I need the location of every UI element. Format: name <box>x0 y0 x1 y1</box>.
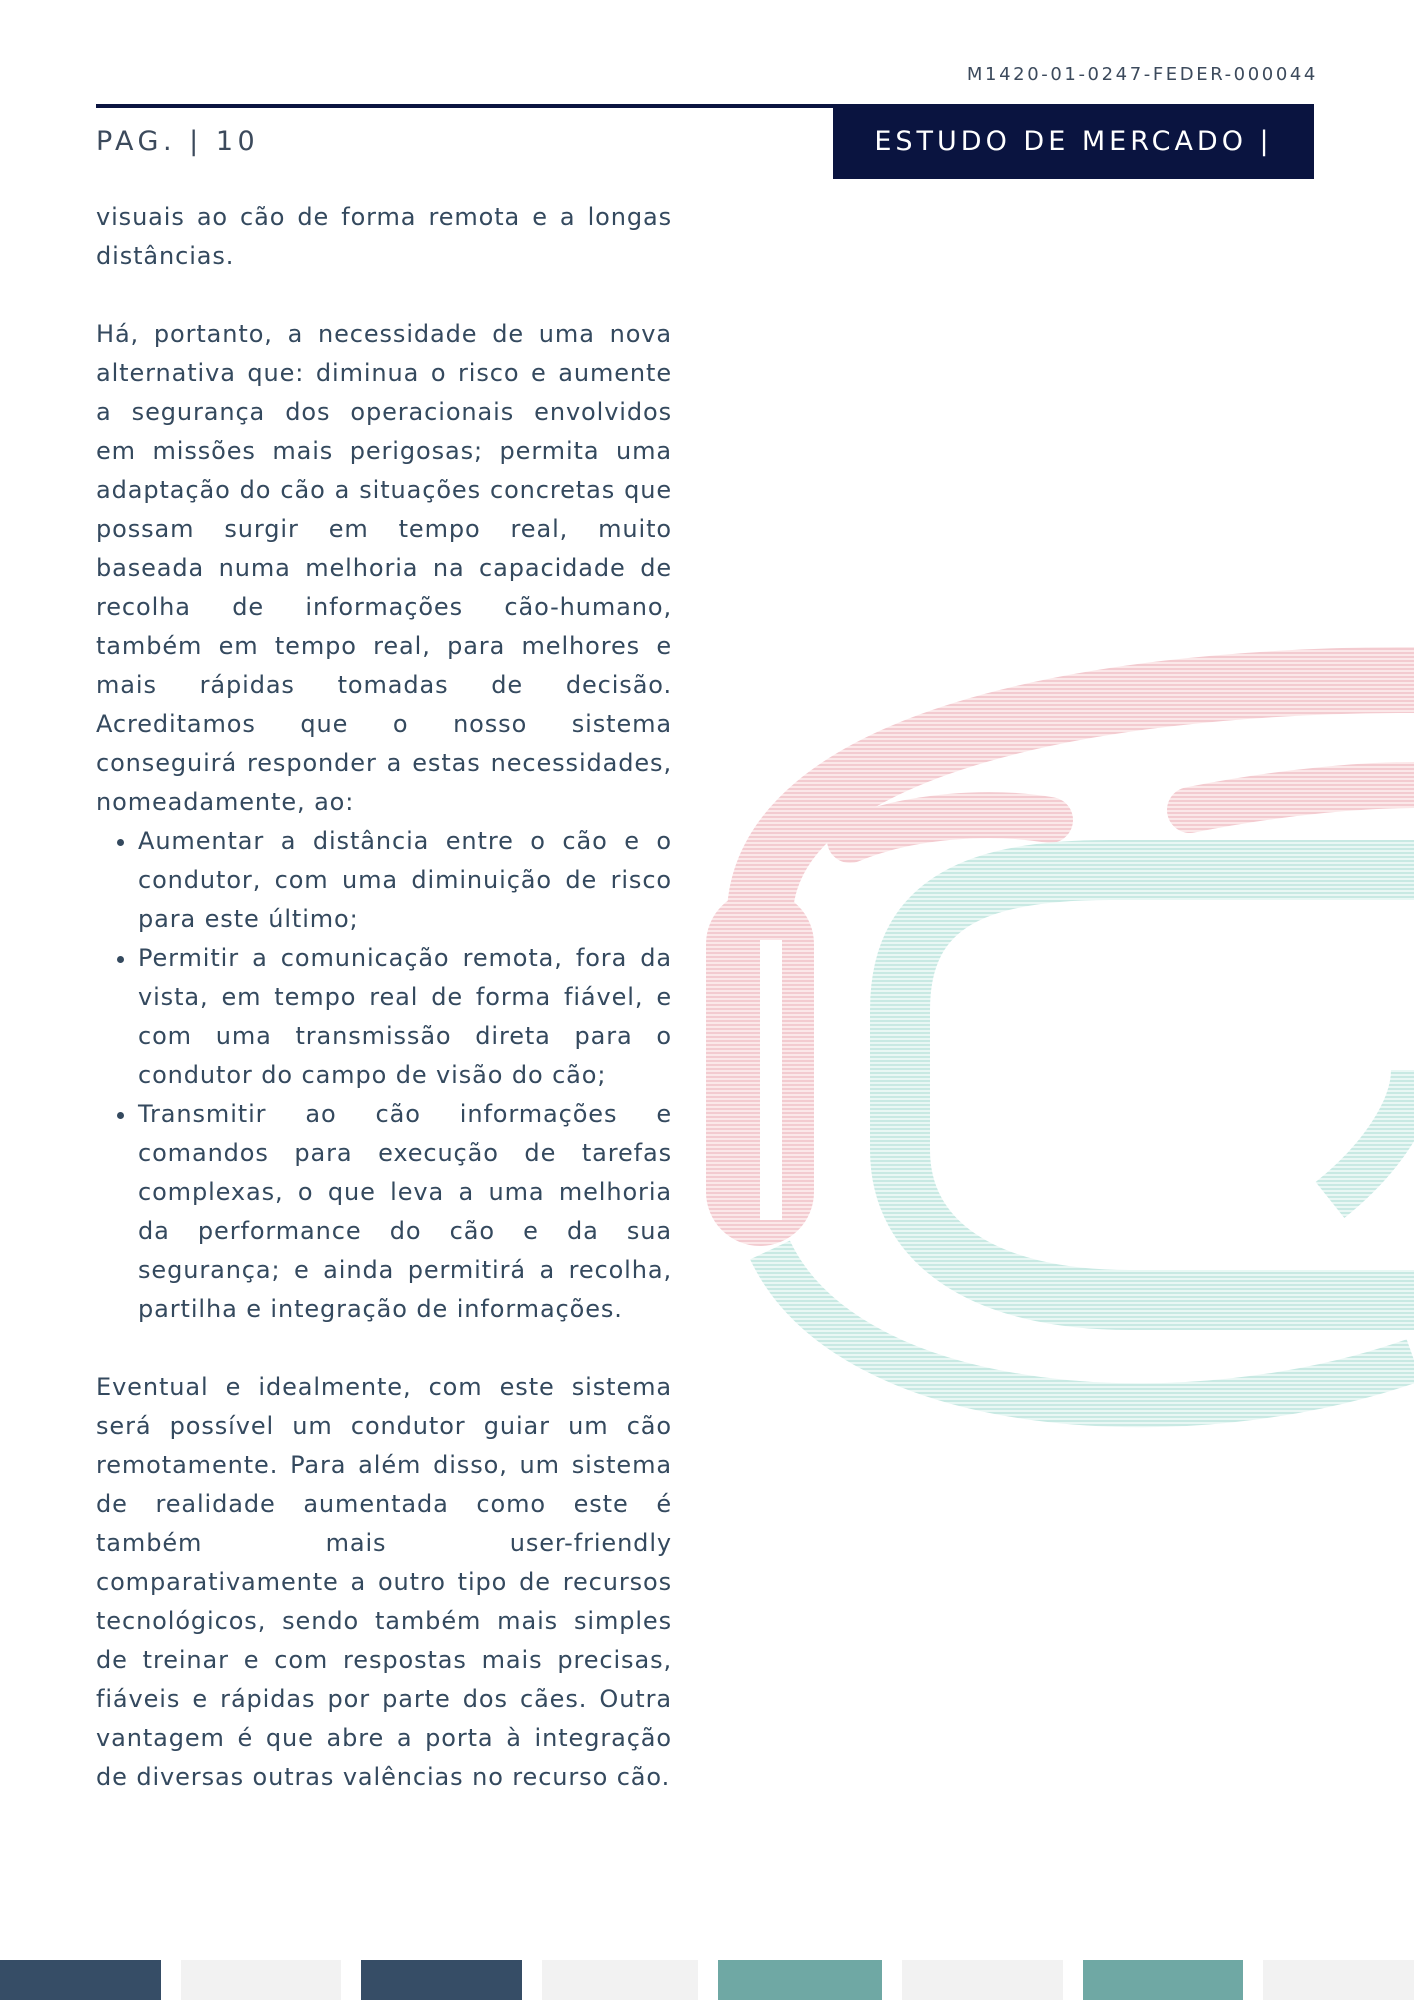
footer-color-block <box>1263 1960 1414 2000</box>
footer-color-block <box>542 1960 698 2000</box>
paragraph-continuation: visuais ao cão de forma remota e a longas distâncias. <box>96 203 672 270</box>
footer-color-block <box>902 1960 1063 2000</box>
paragraph-conclusion: Eventual e idealmente, com este sistema será possível um condutor guiar um cão remotamente. Para além disso, um sistema de realidade aumentada como este é também mais user-friendly comparativamente a outro tipo de recursos tecnológicos, sendo também mais simples de treinar e com respostas mais precisas, fiáveis e rápidas por parte dos cães. Outra vantagem é que abre a porta à integração de diversas outras valências no recurso cão. <box>96 1373 672 1791</box>
benefits-list <box>96 822 672 1329</box>
footer-color-block <box>0 1960 161 2000</box>
list-item: • Transmitir ao cão informações e comandos para execução de tarefas complexas, o que leva a uma melhoria da performance do cão e da sua segurança; e ainda permitirá a recolha, partilha e integração de informações. <box>138 1095 672 1329</box>
section-title: ESTUDO DE MERCADO | <box>874 126 1273 157</box>
document-reference-code: M1420-01-0247-FEDER-000044 <box>966 64 1318 85</box>
header-rule <box>96 104 836 108</box>
footer-color-block <box>1083 1960 1243 2000</box>
footer-color-block <box>718 1960 882 2000</box>
paragraph-needs: Há, portanto, a necessidade de uma nova alternativa que: diminua o risco e aumente a segurança dos operacionais envolvidos em missões mais perigosas; permita uma adaptação do cão a situações concretas que possam surgir em tempo real, muito baseada numa melhoria na capacidade de recolha de informações cão-humano, também em tempo real, para melhores e mais rápidas tomadas de decisão. Acreditamos que o nosso sistema conseguirá responder a estas necessidades, nomeadamente, ao: <box>96 320 672 816</box>
augmented-reality-glasses-watermark-icon <box>690 640 1414 1460</box>
section-title-banner <box>833 104 1314 179</box>
body-text <box>96 198 672 1797</box>
list-item: • Aumentar a distância entre o cão e o condutor, com uma diminuição de risco para este último; <box>138 822 672 939</box>
footer-color-block <box>181 1960 341 2000</box>
footer-color-block <box>361 1960 522 2000</box>
page-number: PAG. | 10 <box>96 126 260 157</box>
list-item: • Permitir a comunicação remota, fora da vista, em tempo real de forma fiável, e com uma transmissão direta para o condutor do campo de visão do cão; <box>138 939 672 1095</box>
